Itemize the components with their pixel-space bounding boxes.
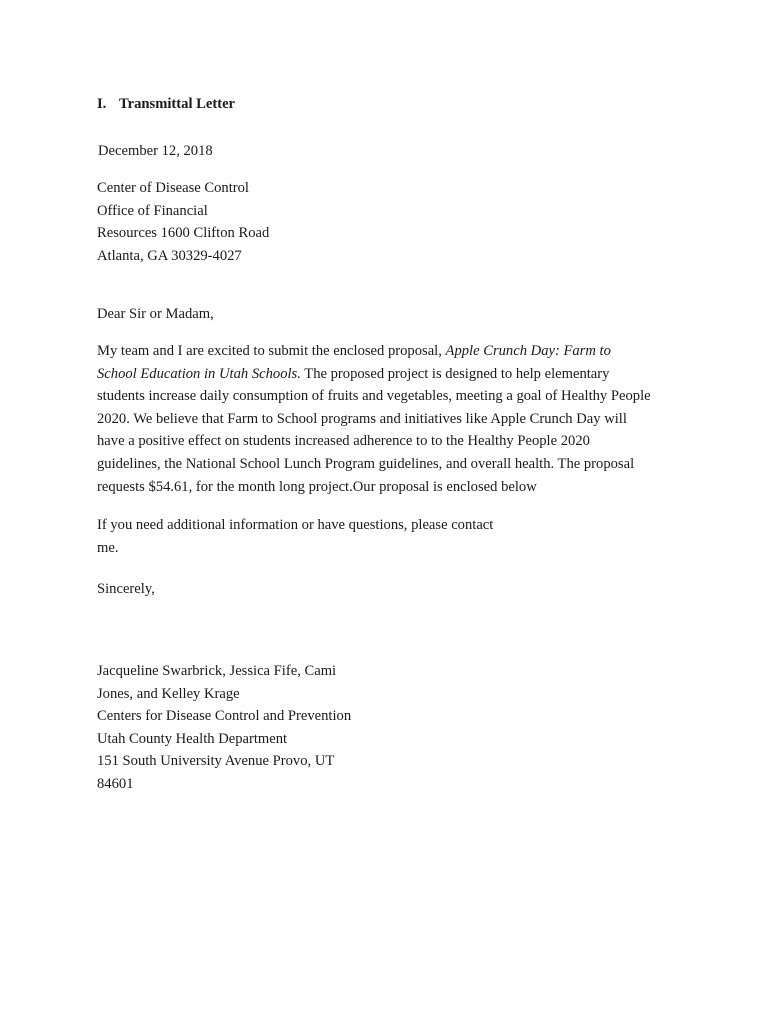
- contact-line: me.: [97, 539, 119, 556]
- body-line: 2020. We believe that Farm to School programs and initiatives like Apple Crunch Day will: [97, 410, 627, 427]
- proposal-title-part: Apple Crunch Day: Farm to: [445, 343, 611, 359]
- body-text: My team and I are excited to submit the enclosed proposal,: [97, 343, 446, 359]
- body-line: [97, 340, 651, 363]
- signature-line: Utah County Health Department: [97, 730, 288, 747]
- body-line: guidelines, the National School Lunch Program guidelines, and overall health. The proposal: [97, 455, 635, 472]
- proposal-title-part: School Education in Utah Schools.: [97, 365, 301, 382]
- body-paragraph: [97, 340, 651, 498]
- address-line: Center of Disease Control: [97, 180, 249, 196]
- body-line: requests $54.61, for the month long project.Our proposal is enclosed below: [97, 478, 537, 495]
- signature-line: 84601: [97, 775, 134, 792]
- signature-block: [97, 660, 351, 796]
- section-number: I.: [97, 96, 107, 112]
- salutation: Dear Sir or Madam,: [97, 306, 214, 322]
- closing: Sincerely,: [97, 581, 155, 597]
- letter-date: December 12, 2018: [98, 143, 213, 159]
- contact-line: If you need additional information or have questions, please contact: [97, 517, 494, 533]
- section-title: Transmittal Letter: [119, 96, 236, 112]
- address-line: Office of Financial: [97, 202, 208, 219]
- body-text: The proposed project is designed to help elementary: [300, 365, 610, 382]
- recipient-address: [97, 177, 269, 267]
- section-heading: [97, 93, 235, 116]
- body-line: [97, 363, 651, 386]
- contact-request: [97, 514, 493, 559]
- signature-line: Jacqueline Swarbrick, Jessica Fife, Cami: [97, 663, 337, 679]
- body-line: students increase daily consumption of fruits and vegetables, meeting a goal of Healthy People: [97, 388, 651, 405]
- signature-line: Jones, and Kelley Krage: [97, 685, 240, 702]
- signature-line: 151 South University Avenue Provo, UT: [97, 753, 335, 770]
- address-line: Atlanta, GA 30329-4027: [97, 247, 242, 264]
- signature-line: Centers for Disease Control and Prevention: [97, 708, 352, 725]
- body-line: have a positive effect on students increased adherence to to the Healthy People 2020: [97, 433, 590, 450]
- address-line: Resources 1600 Clifton Road: [97, 225, 270, 242]
